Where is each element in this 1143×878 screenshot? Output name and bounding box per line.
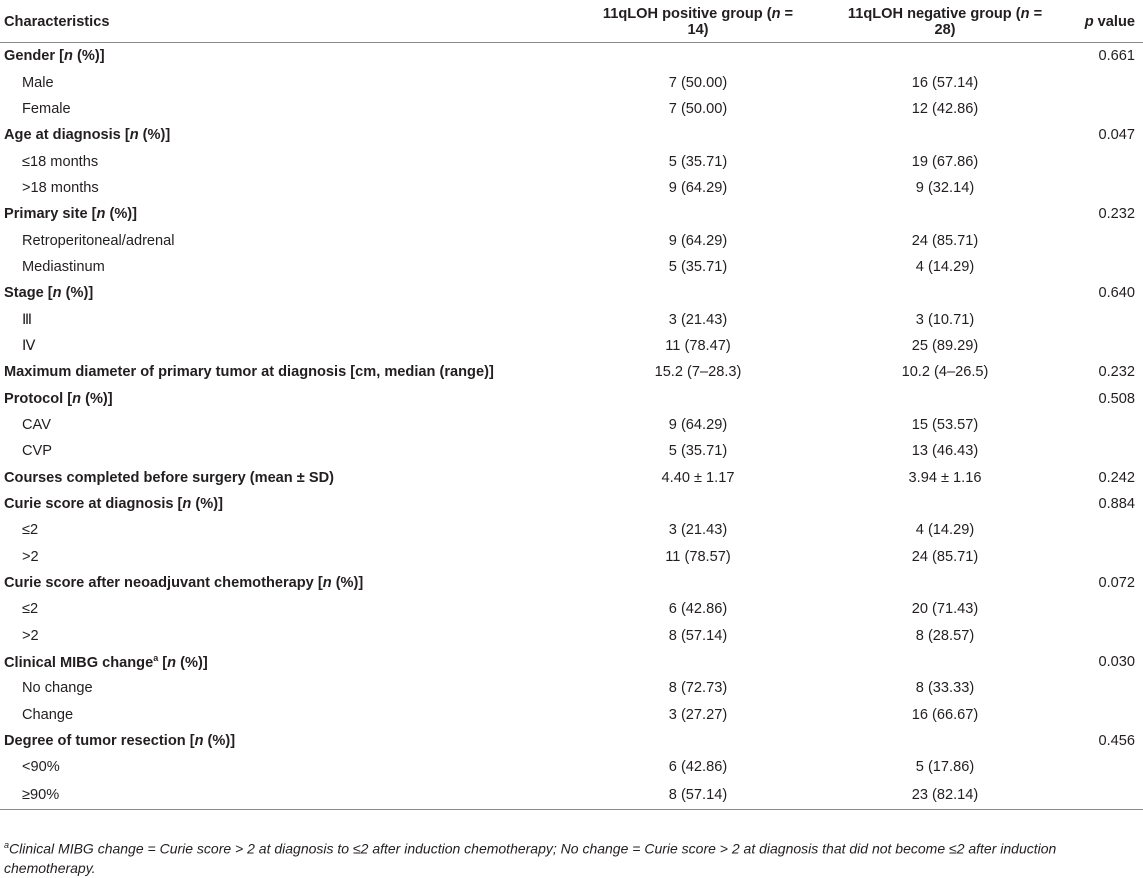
table-row (0, 596, 1143, 622)
table-body (0, 43, 1143, 810)
negative-group-value (796, 491, 1054, 517)
positive-group-value (560, 43, 796, 70)
positive-group-value (560, 280, 796, 306)
p-value-cell: 0.456 (1098, 733, 1135, 750)
negative-group-value: 24 (85.71) (911, 548, 979, 565)
p-value-cell (1054, 596, 1143, 622)
negative-group-value: 3 (10.71) (915, 311, 975, 328)
table-row (0, 96, 1143, 122)
p-value-cell (1054, 544, 1143, 570)
negative-group-value: 12 (42.86) (911, 100, 979, 117)
negative-group-value: 15 (53.57) (911, 416, 979, 433)
row-label: ≤2 (22, 522, 39, 539)
positive-group-value (560, 649, 796, 675)
row-label: Female (22, 100, 71, 117)
characteristics-table (0, 6, 1143, 810)
table-row (0, 412, 1143, 438)
p-value-cell (1054, 227, 1143, 253)
negative-group-value: 19 (67.86) (911, 153, 979, 170)
negative-group-value: 24 (85.71) (911, 232, 979, 249)
table-row (0, 43, 1143, 70)
table-row (0, 570, 1143, 596)
table-row (0, 280, 1143, 306)
table-row (0, 754, 1143, 780)
table-row (0, 623, 1143, 649)
header-characteristics: Characteristics (0, 6, 560, 43)
row-label: Clinical MIBG change$^a$ [n (%)] (4, 653, 208, 671)
negative-group-value (796, 43, 1054, 70)
row-label: Degree of tumor resection [n (%)] (4, 733, 236, 750)
table-row (0, 333, 1143, 359)
negative-group-value (796, 280, 1054, 306)
row-label: ≤2 (22, 601, 39, 618)
footnote-mark: a (4, 840, 10, 850)
positive-group-value: 8 (72.73) (668, 680, 728, 697)
positive-group-value: 3 (21.43) (668, 522, 728, 539)
row-label: Curie score after neoadjuvant chemotherapy [n (%)] (4, 575, 364, 592)
negative-group-value: 8 (33.33) (915, 680, 975, 697)
p-value-cell (1054, 96, 1143, 122)
row-label: Retroperitoneal/adrenal (22, 232, 175, 249)
row-label: Protocol [n (%)] (4, 390, 113, 407)
row-label: Primary site [n (%)] (4, 206, 138, 223)
table-row (0, 385, 1143, 411)
p-value-cell (1054, 675, 1143, 701)
p-value-cell: 0.640 (1098, 285, 1135, 302)
row-label: Age at diagnosis [n (%)] (4, 127, 171, 144)
row-label: Gender [n (%)] (4, 48, 105, 65)
negative-group-value: 4 (14.29) (915, 522, 975, 539)
positive-group-value: 4.40 ± 1.17 (661, 469, 735, 486)
positive-group-value: 9 (64.29) (668, 179, 728, 196)
negative-group-value: 16 (66.67) (911, 706, 979, 723)
positive-group-value: 8 (57.14) (560, 781, 796, 810)
positive-group-value: 9 (64.29) (668, 416, 728, 433)
p-value-cell (1054, 306, 1143, 332)
positive-group-value (560, 728, 796, 754)
table-row (0, 649, 1143, 675)
table-row (0, 227, 1143, 253)
p-value-cell (1054, 69, 1143, 95)
table-row (0, 359, 1143, 385)
negative-group-value: 25 (89.29) (911, 337, 979, 354)
table-row (0, 122, 1143, 148)
table-row (0, 517, 1143, 543)
table-row (0, 465, 1143, 491)
table-row (0, 148, 1143, 174)
negative-group-value: 13 (46.43) (911, 443, 979, 460)
positive-group-value: 9 (64.29) (668, 232, 728, 249)
positive-group-value: 15.2 (7–28.3) (654, 364, 742, 381)
p-value-cell: 0.047 (1098, 127, 1135, 144)
row-label: Change (22, 706, 74, 723)
table-row (0, 781, 1143, 810)
p-value-cell: 0.508 (1098, 390, 1135, 407)
p-value-cell (1054, 702, 1143, 728)
table-row (0, 491, 1143, 517)
negative-group-value: 8 (28.57) (915, 627, 975, 644)
p-value-cell (1054, 148, 1143, 174)
row-label: >2 (22, 627, 39, 644)
p-value-cell (1054, 412, 1143, 438)
positive-group-value: 8 (57.14) (668, 627, 728, 644)
positive-group-value: 7 (50.00) (668, 74, 728, 91)
positive-group-value: 3 (27.27) (668, 706, 728, 723)
table-row (0, 69, 1143, 95)
positive-group-value: 3 (21.43) (668, 311, 728, 328)
header-positive-group: 11qLOH positive group (n = 14) (560, 6, 796, 43)
row-label: ≥90% (0, 781, 560, 810)
negative-group-value: 20 (71.43) (911, 601, 979, 618)
footnote-text: Clinical MIBG change = Curie score > 2 at diagnosis to ≤2 after induction chemotherapy; No change = Curie score > 2 at diagnosis that did not become ≤2 after induction chemotherapy. (4, 840, 1057, 876)
table-row (0, 438, 1143, 464)
negative-group-value (796, 649, 1054, 675)
table-header-row (0, 6, 1143, 43)
table-row (0, 702, 1143, 728)
positive-group-value: 5 (35.71) (668, 153, 728, 170)
negative-group-value: 16 (57.14) (911, 74, 979, 91)
negative-group-value: 9 (32.14) (915, 179, 975, 196)
p-value-cell (1054, 781, 1143, 810)
row-label: No change (22, 680, 93, 697)
positive-group-value (560, 201, 796, 227)
table-row (0, 254, 1143, 280)
positive-group-value (560, 491, 796, 517)
negative-group-value (796, 728, 1054, 754)
negative-group-value: 10.2 (4–26.5) (901, 364, 989, 381)
row-label: >18 months (22, 179, 99, 196)
negative-group-value: 5 (17.86) (915, 759, 975, 776)
p-value-cell (1054, 254, 1143, 280)
header-negative-group: 11qLOH negative group (n = 28) (796, 6, 1054, 43)
row-label: Ⅳ (22, 338, 36, 355)
p-value-cell: 0.242 (1098, 469, 1135, 486)
negative-group-value: 23 (82.14) (796, 781, 1054, 810)
p-value-cell: 0.072 (1098, 575, 1135, 592)
row-label: Curie score at diagnosis [n (%)] (4, 496, 223, 513)
negative-group-value (796, 122, 1054, 148)
negative-group-value (796, 570, 1054, 596)
positive-group-value (560, 385, 796, 411)
negative-group-value: 4 (14.29) (915, 258, 975, 275)
table-row (0, 544, 1143, 570)
row-label: CVP (22, 443, 53, 460)
row-label: Ⅲ (22, 312, 33, 329)
row-label: >2 (22, 548, 39, 565)
p-value-cell (1054, 175, 1143, 201)
positive-group-value: 6 (42.86) (668, 601, 728, 618)
header-p-value: p value (1054, 6, 1143, 43)
positive-group-value: 11 (78.57) (665, 548, 731, 565)
p-value-cell (1054, 754, 1143, 780)
table-row (0, 675, 1143, 701)
table-row (0, 306, 1143, 332)
positive-group-value (560, 122, 796, 148)
p-value-cell: 0.232 (1098, 206, 1135, 223)
p-value-cell (1054, 623, 1143, 649)
positive-group-value (560, 570, 796, 596)
row-label: Mediastinum (22, 258, 105, 275)
table-row (0, 175, 1143, 201)
table-row (0, 728, 1143, 754)
row-label: ≤18 months (22, 153, 99, 170)
positive-group-value: 5 (35.71) (668, 258, 728, 275)
p-value-cell: 0.884 (1098, 496, 1135, 513)
p-value-cell (1054, 517, 1143, 543)
row-label: <90% (22, 759, 60, 776)
p-value-cell: 0.661 (1098, 48, 1135, 65)
p-value-cell: 0.030 (1098, 654, 1135, 671)
positive-group-value: 7 (50.00) (668, 100, 728, 117)
row-label: CAV (22, 416, 51, 433)
row-label: Courses completed before surgery (mean ± SD) (4, 469, 334, 486)
table-row (0, 201, 1143, 227)
row-label: Maximum diameter of primary tumor at diagnosis [cm, median (range)] (4, 364, 494, 381)
negative-group-value (796, 385, 1054, 411)
positive-group-value: 11 (78.47) (665, 337, 731, 354)
p-value-cell (1054, 333, 1143, 359)
p-value-cell (1054, 438, 1143, 464)
negative-group-value: 3.94 ± 1.16 (908, 469, 982, 486)
p-value-cell: 0.232 (1098, 364, 1135, 381)
negative-group-value (796, 201, 1054, 227)
row-label: Male (22, 74, 54, 91)
row-label: Stage [n (%)] (4, 285, 94, 302)
table-footnote (4, 836, 1140, 878)
positive-group-value: 6 (42.86) (668, 759, 728, 776)
positive-group-value: 5 (35.71) (668, 443, 728, 460)
